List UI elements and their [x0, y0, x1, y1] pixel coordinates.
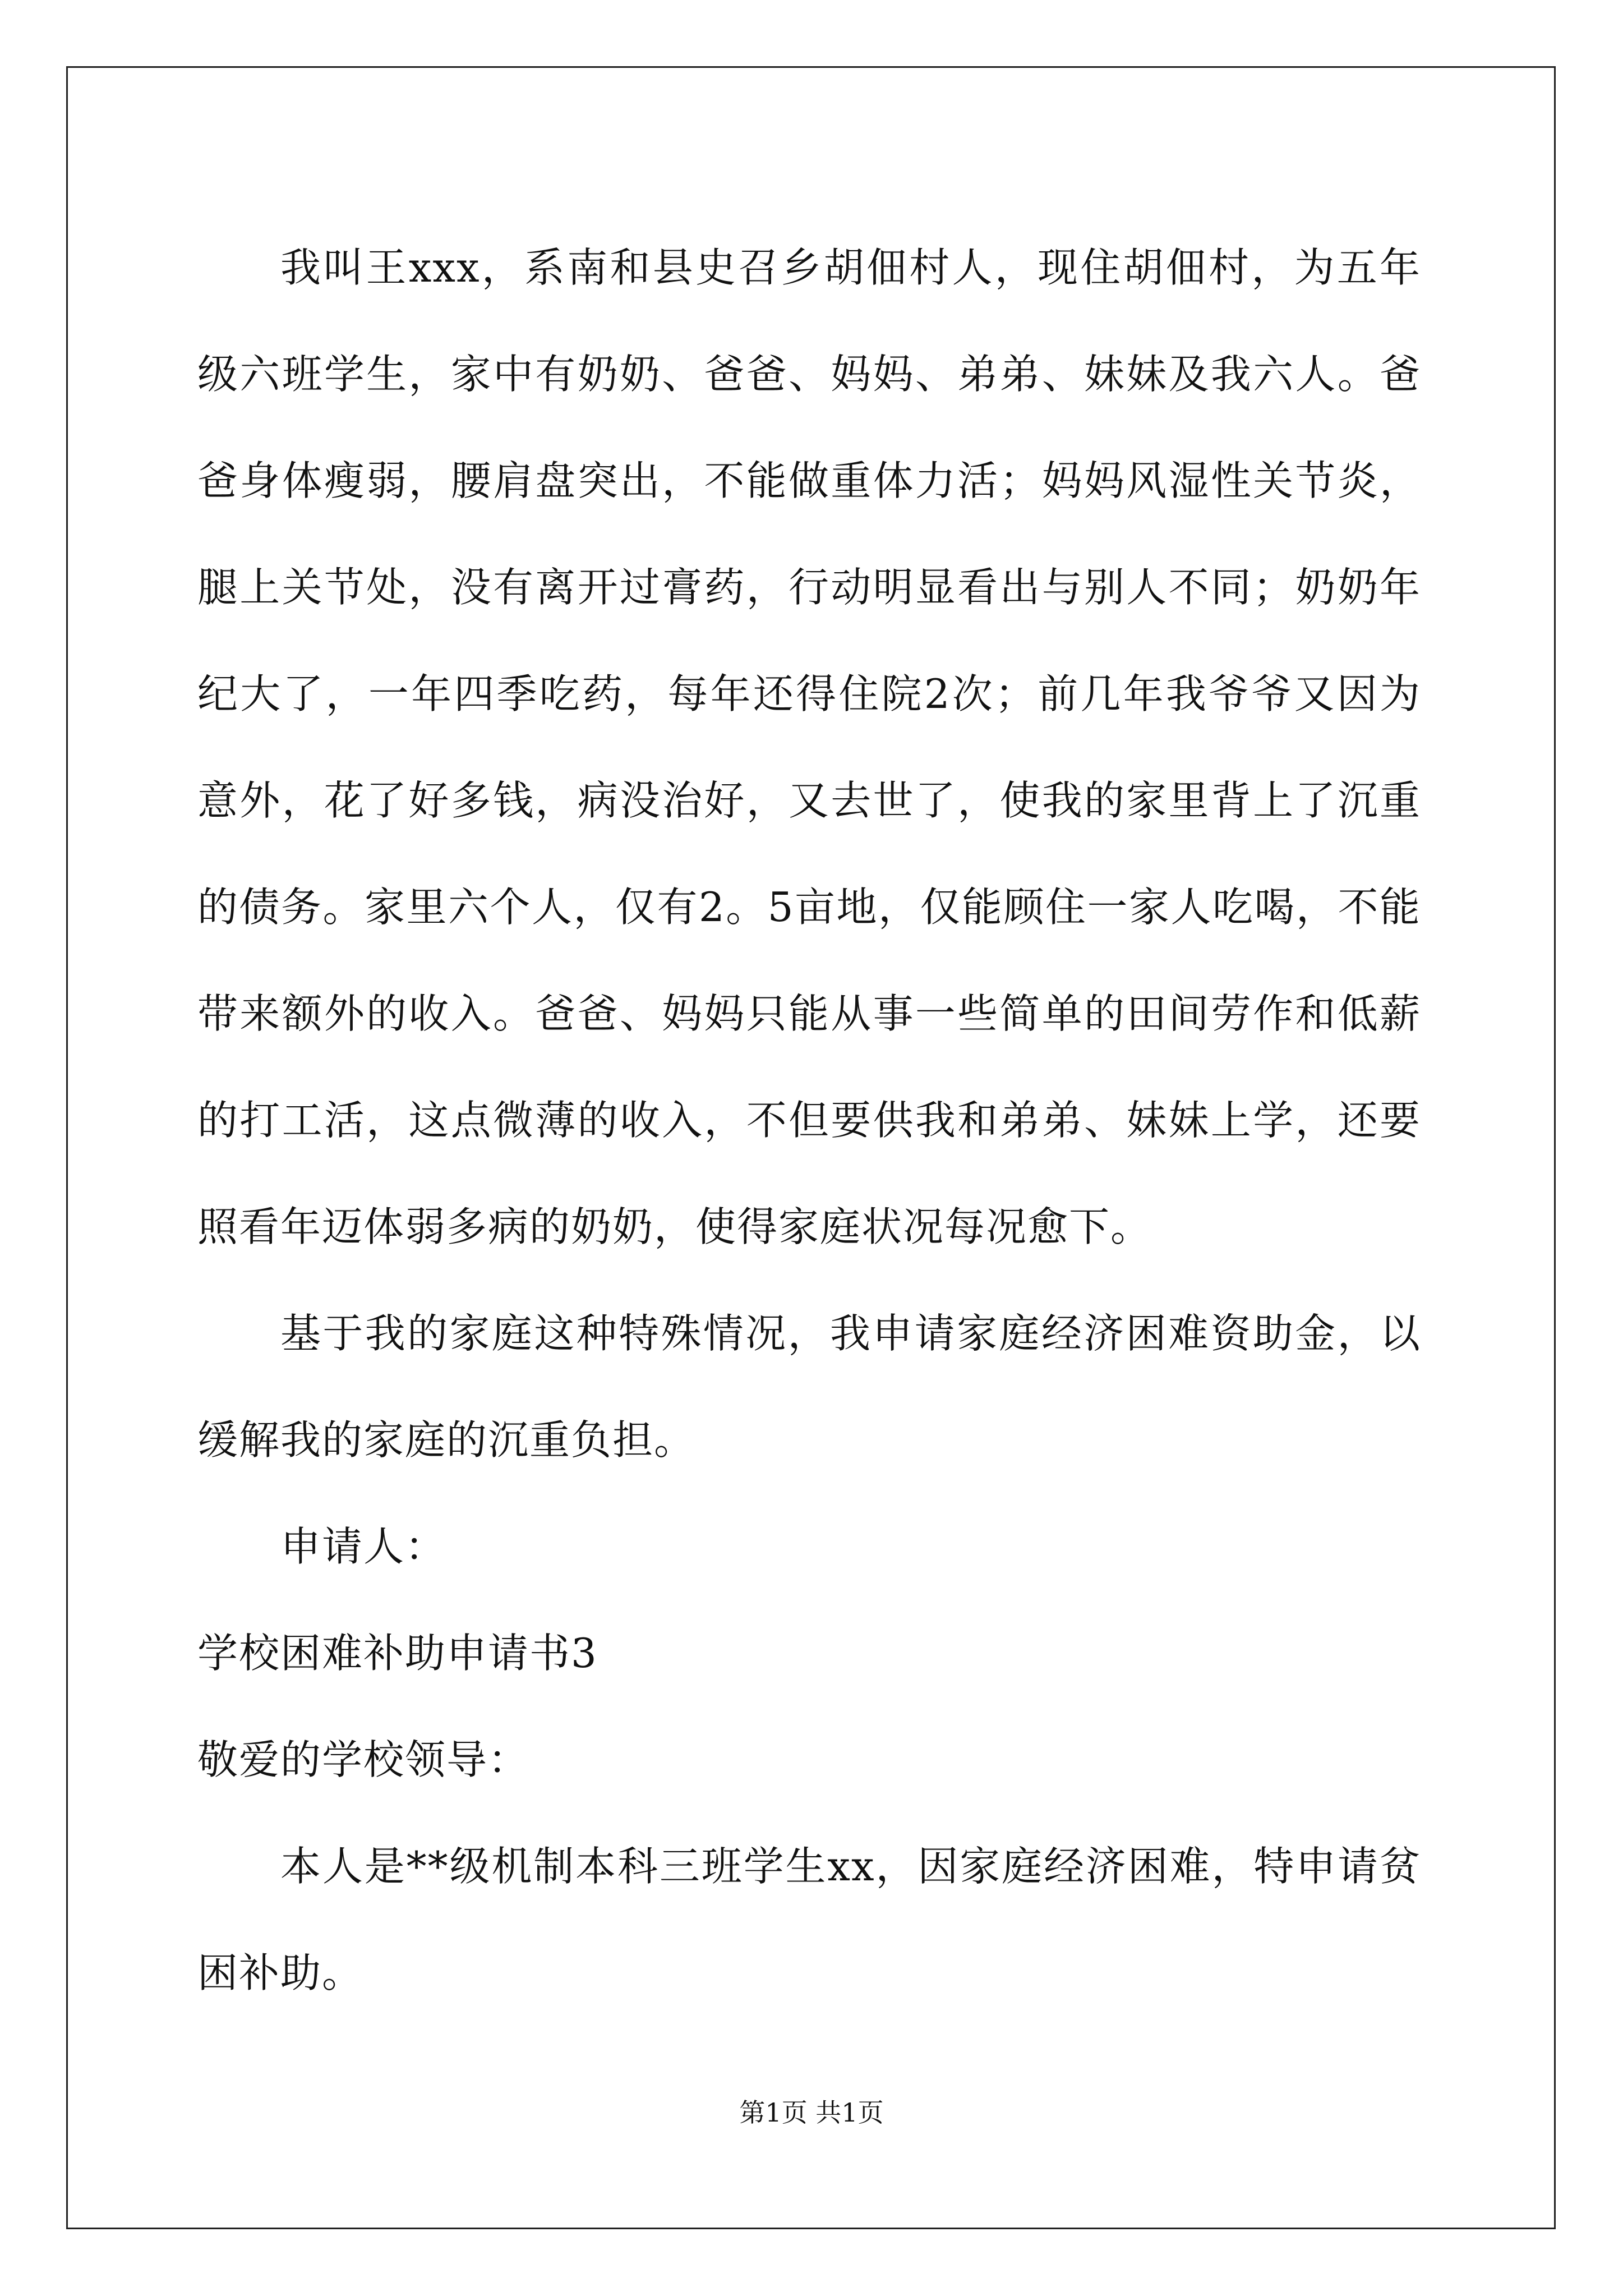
paragraph-statement: 本人是**级机制本科三班学生xx，因家庭经济困难，特申请贫困补助。 — [197, 1843, 1421, 1996]
paragraph-family-situation: 我叫王xxx，系南和县史召乡胡佃村人，现住胡佃村，为五年级六班学生，家中有奶奶、爸爸、妈妈、弟弟、妹妹及我六人。爸爸身体瘦弱，腰肩盘突出，不能做重体力活；妈妈风湿性关节炎，腿上关节处，没有离开过膏药，行动明显看出与别人不同；奶奶年纪大了，一年四季吃药，每年还得住院2次；前几年我爷爷又因为意外，花了好多钱，病没治好，又去世了，使我的家里背上了沉重的债务。家里六个人，仅有2。5亩地，仅能顾住一家人吃喝，不能带来额外的收入。爸爸、妈妈只能从事一些简单的田间劳作和低薪的打工活，这点微薄的收入，不但要供我和弟弟、妹妹上学，还要照看年迈体弱多病的奶奶，使得家庭状况每况愈下。 — [197, 244, 1421, 1250]
document-body — [197, 214, 1421, 2026]
paragraph-applicant: 申请人： — [280, 1523, 447, 1570]
page-number: 第1页 共1页 — [739, 2097, 884, 2128]
salutation: 敬爱的学校领导： — [197, 1736, 530, 1783]
paragraph-request: 基于我的家庭这种特殊情况，我申请家庭经济困难资助金，以缓解我的家庭的沉重负担。 — [197, 1310, 1421, 1464]
section-heading: 学校困难补助申请书3 — [197, 1630, 598, 1677]
